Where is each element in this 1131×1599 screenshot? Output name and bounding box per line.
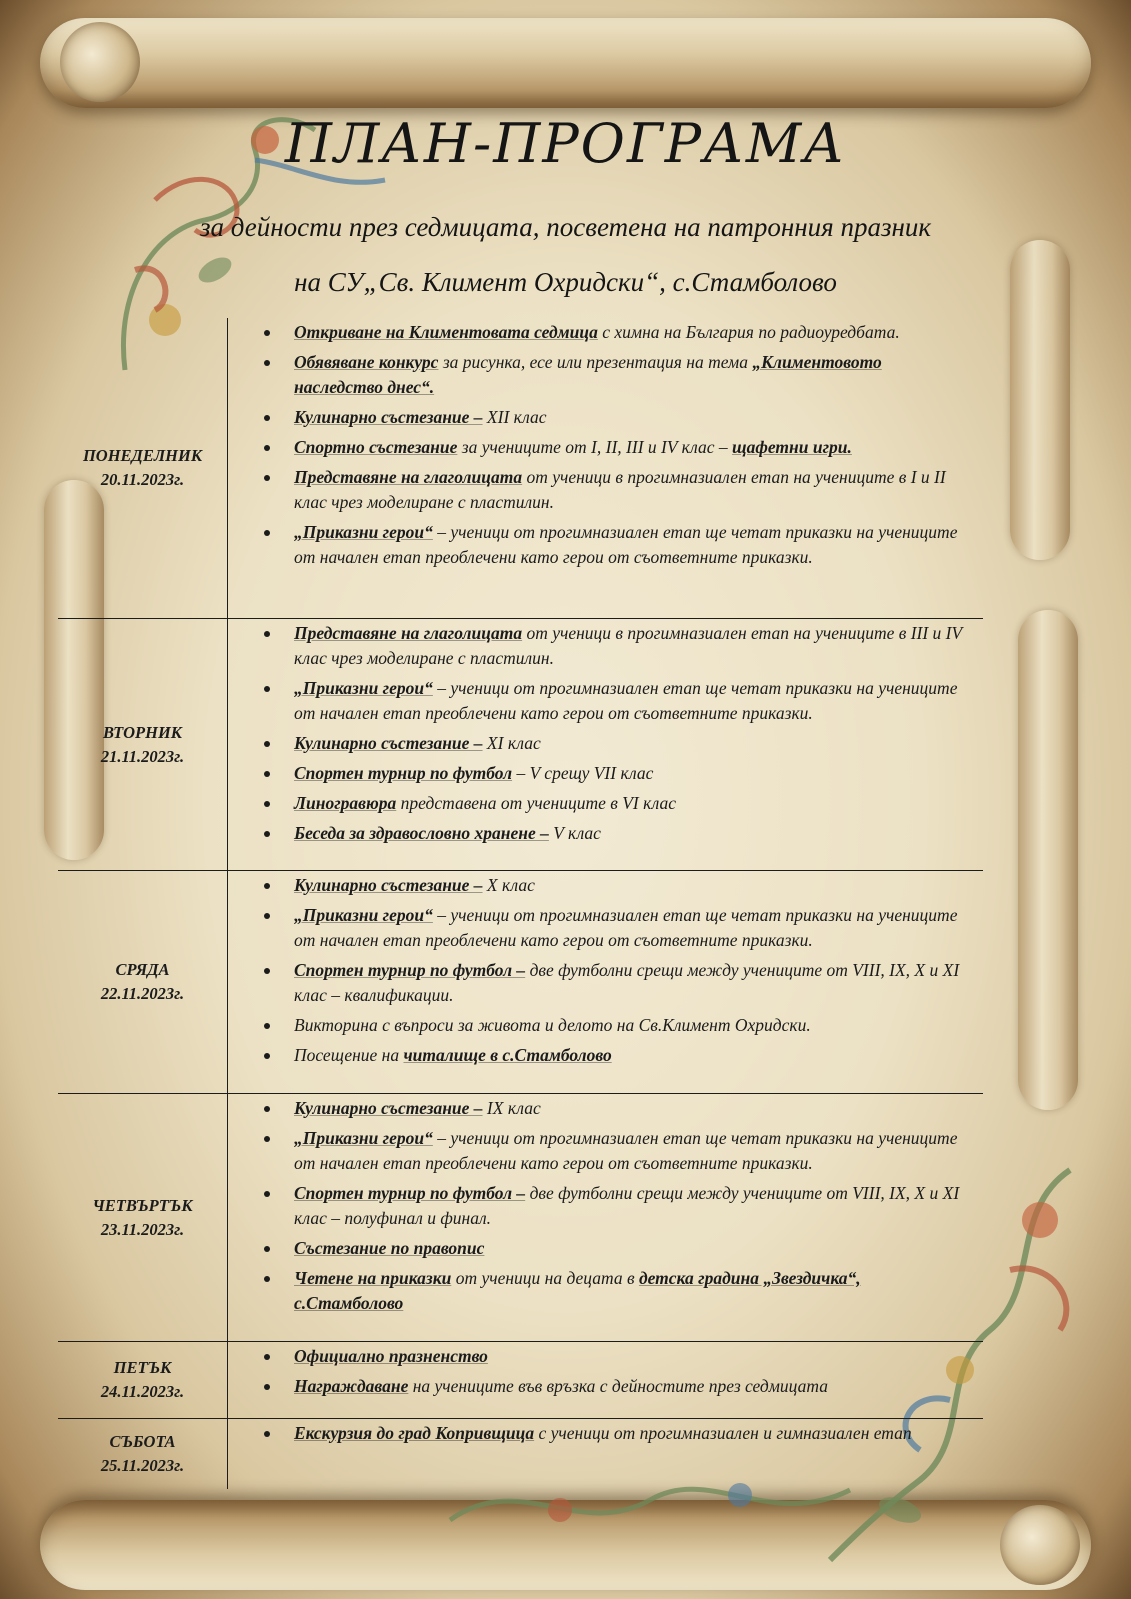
activity-item [228,403,963,433]
activities-list [228,1342,963,1402]
activity-title: Кулинарно състезание – [294,875,483,895]
activity-item [228,871,963,901]
activity-description: – ученици от прогимназиален етап ще четат приказки на учениците от начален етап преоблечени като герои от съответните приказки. [294,1128,958,1173]
activities-cell [228,619,983,870]
activity-item [228,1264,963,1319]
activity-item [228,789,963,819]
activity-description: представена от учениците в VI клас [396,793,676,813]
activity-title: Награждаване [294,1376,409,1396]
activity-description: V клас [548,823,601,843]
day-cell [58,619,228,870]
day-name: ПЕТЪК [113,1358,172,1377]
day-date: 24.11.2023г. [100,1382,185,1401]
activity-item [228,463,963,518]
activity-item [228,433,963,463]
activity-item [228,956,963,1011]
activity-highlight: „Климентовото наследство днес“. [294,352,882,397]
activity-item [228,348,963,403]
activity-title: Спортен турнир по футбол [294,763,513,783]
day-date: 20.11.2023г. [100,470,185,489]
activity-description: – ученици от прогимназиален етап ще четат приказки на учениците от начален етап преоблечени като герои от съответните приказки. [294,522,958,567]
activity-description: IX клас [482,1098,541,1118]
activity-title: Обявяване конкурс [294,352,439,372]
activity-item [228,518,963,573]
day-name: ПОНЕДЕЛНИК [82,446,203,465]
activities-list [228,1094,963,1319]
activity-item [228,1342,963,1372]
activity-title: Състезание по правопис [294,1238,485,1258]
activity-description: X клас [482,875,535,895]
day-row [58,318,983,619]
activity-title: „Приказни герои“ [294,522,433,542]
activity-item [228,1372,963,1402]
activity-description: за рисунка, есе или презентация на тема [438,352,753,372]
activity-description: Викторина с въпроси за живота и делото на Св.Климент Охридски. [294,1015,811,1035]
activity-description: – ученици от прогимназиален етап ще четат приказки на учениците от начален етап преоблечени като герои от съответните приказки. [294,905,958,950]
activities-cell [228,1094,983,1341]
activity-highlight: щафетни игри. [732,437,852,457]
day-name: СЪБОТА [109,1432,176,1451]
day-date: 22.11.2023г. [100,984,185,1003]
activity-title: Официално празненство [294,1346,488,1366]
activity-title: Екскурзия до град Копривщица [294,1423,535,1443]
right-side-roll-lower [1018,610,1078,1110]
activity-description: за учениците от I, II, III и IV клас – [457,437,733,457]
activity-item [228,901,963,956]
activity-item [228,759,963,789]
day-cell [58,871,228,1093]
activities-cell [228,318,983,618]
activity-item [228,619,963,674]
day-row [58,871,983,1094]
activity-description: XI клас [482,733,541,753]
day-name: ВТОРНИК [103,722,182,742]
activity-description: на учениците във връзка с дейностите през седмицата [408,1376,828,1396]
day-name: СРЯДА [115,960,170,979]
activities-cell [228,1419,983,1489]
day-row [58,1419,983,1489]
day-cell [58,318,228,618]
activities-cell [228,1342,983,1418]
activity-title: Кулинарно състезание – [294,407,483,427]
activity-description: – V срещу VII клас [512,763,654,783]
activity-item [228,1011,963,1041]
activity-item [228,1234,963,1264]
activity-title: Спортен турнир по футбол – [294,1183,526,1203]
schedule-table [58,318,983,1489]
activities-list [228,619,963,849]
day-date: 21.11.2023г. [100,746,185,766]
activity-description: от ученици на децата в [451,1268,639,1288]
activity-description: две футболни срещи между учениците от VIII, IX, X и XI клас – квалификации. [294,960,960,1005]
day-name: ЧЕТВЪРТЪК [92,1195,193,1215]
day-cell [58,1419,228,1489]
subtitle-line-2: на СУ„Св. Климент Охридски“, с.Стамболово [294,267,837,297]
activity-title: Четене на приказки [294,1268,452,1288]
activities-list [228,1419,963,1449]
day-date: 25.11.2023г. [100,1456,185,1475]
activity-description: от ученици в прогимназиален етап на учениците в I и II клас чрез моделиране с пластилин. [294,467,946,512]
day-cell [58,1094,228,1341]
activity-item [228,729,963,759]
activity-description: две футболни срещи между учениците от VIII, IX, X и XI клас – полуфинал и финал. [294,1183,960,1228]
activity-title: Представяне на глаголицата [294,467,523,487]
activity-title: „Приказни герои“ [294,1128,433,1148]
activity-item [228,674,963,729]
day-row [58,1342,983,1419]
activity-item [228,819,963,849]
activity-title: Беседа за здравословно хранене – [294,823,549,843]
activity-title: Спортно състезание [294,437,458,457]
activity-description: – ученици от прогимназиален етап ще четат приказки на учениците от начален етап преоблечени като герои от съответните приказки. [294,678,958,723]
day-cell [58,1342,228,1418]
activities-cell [228,871,983,1093]
activity-description: с химна на България по радиоуредбата. [597,322,900,342]
activity-item [228,1179,963,1234]
activity-item [228,1041,963,1071]
day-row [58,1094,983,1342]
activity-item [228,1419,963,1449]
activity-highlight: читалище в с.Стамболово [403,1045,612,1065]
activity-title: Откриване на Климентовата седмица [294,322,598,342]
activity-highlight: детска градина „Звездичка“, с.Стамболово [294,1268,861,1313]
activity-description: XII клас [482,407,547,427]
activity-title: Кулинарно състезание – [294,1098,483,1118]
activity-title: Спортен турнир по футбол – [294,960,526,980]
activity-title: „Приказни герои“ [294,905,433,925]
activity-description: от ученици в прогимназиален етап на учениците в III и IV клас чрез моделиране с пластилин. [294,623,962,668]
day-date: 23.11.2023г. [100,1219,185,1239]
page-title: ПЛАН-ПРОГРАМА [284,112,847,175]
subtitle-line-1: за дейности през седмицата, посветена на патронния празник [199,212,932,242]
activity-title: Линогравюра [294,793,397,813]
activity-item [228,1124,963,1179]
activity-item [228,1094,963,1124]
activity-title: „Приказни герои“ [294,678,433,698]
activities-list [228,318,963,573]
activity-title: Кулинарно състезание – [294,733,483,753]
activity-description: с ученици от прогимназиален и гимназиален етап [534,1423,912,1443]
activity-description: Посещение на [294,1045,404,1065]
activities-list [228,871,963,1071]
activity-title: Представяне на глаголицата [294,623,523,643]
day-row [58,619,983,871]
activity-item [228,318,963,348]
